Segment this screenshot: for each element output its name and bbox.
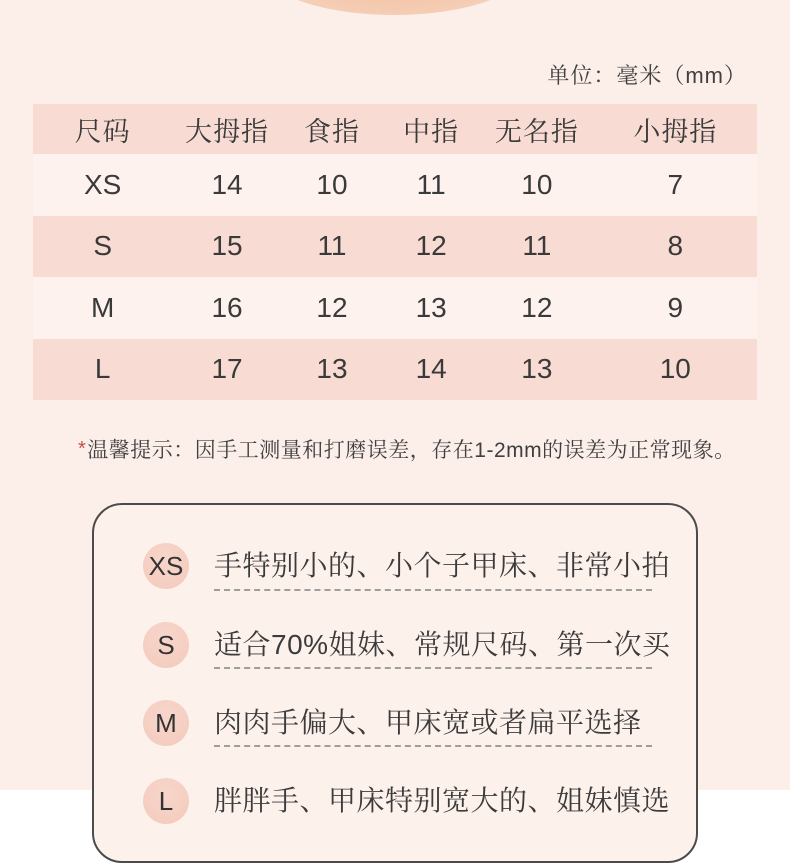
cell-value: 12 [415, 230, 447, 262]
size-badge-xs: XS [143, 543, 189, 589]
cell-value: 14 [211, 168, 243, 200]
column-header-ring: 无名指 [494, 116, 579, 147]
guide-row-l [94, 778, 696, 824]
cell-value: 10 [521, 168, 553, 200]
column-header-size: 尺码 [74, 116, 131, 147]
guide-row-xs [94, 543, 696, 589]
table-row-s [33, 216, 757, 278]
note-asterisk: * [78, 438, 87, 460]
column-header-middle: 中指 [403, 116, 460, 147]
size-badge-l: L [143, 778, 189, 824]
table-row-xs [33, 154, 757, 216]
guide-description-l: 胖胖手、甲床特别宽大的、姐妹慎选 [214, 785, 671, 816]
table-header-row [33, 104, 757, 154]
dashed-divider [214, 745, 652, 747]
column-header-thumb: 大拇指 [185, 116, 270, 147]
guide-description-xs: 手特别小的、小个子甲床、非常小拍 [214, 550, 671, 581]
cell-size: M [91, 291, 115, 323]
measurement-note [78, 434, 736, 464]
cell-value: 12 [316, 291, 348, 323]
guide-description-m: 肉肉手偏大、甲床宽或者扁平选择 [214, 707, 642, 738]
cell-size: S [93, 230, 113, 262]
cell-value: 13 [521, 353, 553, 385]
cell-value: 13 [316, 353, 348, 385]
size-badge-m: M [143, 700, 189, 746]
unit-label: 单位：毫米（mm） [547, 63, 747, 88]
nail-tip-decoration [259, 0, 529, 15]
cell-value: 12 [521, 291, 553, 323]
cell-value: 11 [416, 168, 446, 200]
dashed-divider [214, 667, 652, 669]
size-badge-s: S [143, 622, 189, 668]
table-row-m [33, 277, 757, 339]
table-row-l [33, 339, 757, 401]
column-header-pinky: 小拇指 [633, 116, 718, 147]
cell-value: 14 [415, 353, 447, 385]
cell-value: 16 [211, 291, 243, 323]
cell-value: 8 [667, 230, 684, 262]
guide-row-m [94, 700, 696, 746]
cell-value: 10 [659, 353, 691, 385]
cell-value: 11 [522, 230, 552, 262]
cell-value: 17 [211, 353, 243, 385]
cell-value: 9 [667, 291, 684, 323]
guide-description-s: 适合70%姐妹、常规尺码、第一次买 [214, 629, 671, 660]
cell-value: 10 [316, 168, 348, 200]
size-table [33, 104, 757, 400]
size-guide-card [92, 503, 698, 863]
guide-row-s [94, 622, 696, 668]
cell-size: L [94, 353, 111, 385]
dashed-divider [214, 589, 652, 591]
cell-size: XS [84, 168, 122, 200]
column-header-index: 食指 [303, 116, 360, 147]
cell-value: 15 [211, 230, 243, 262]
note-text: 温馨提示：因手工测量和打磨误差，存在1-2mm的误差为正常现象。 [87, 439, 736, 462]
cell-value: 13 [415, 291, 447, 323]
cell-value: 11 [317, 230, 347, 262]
cell-value: 7 [667, 168, 684, 200]
